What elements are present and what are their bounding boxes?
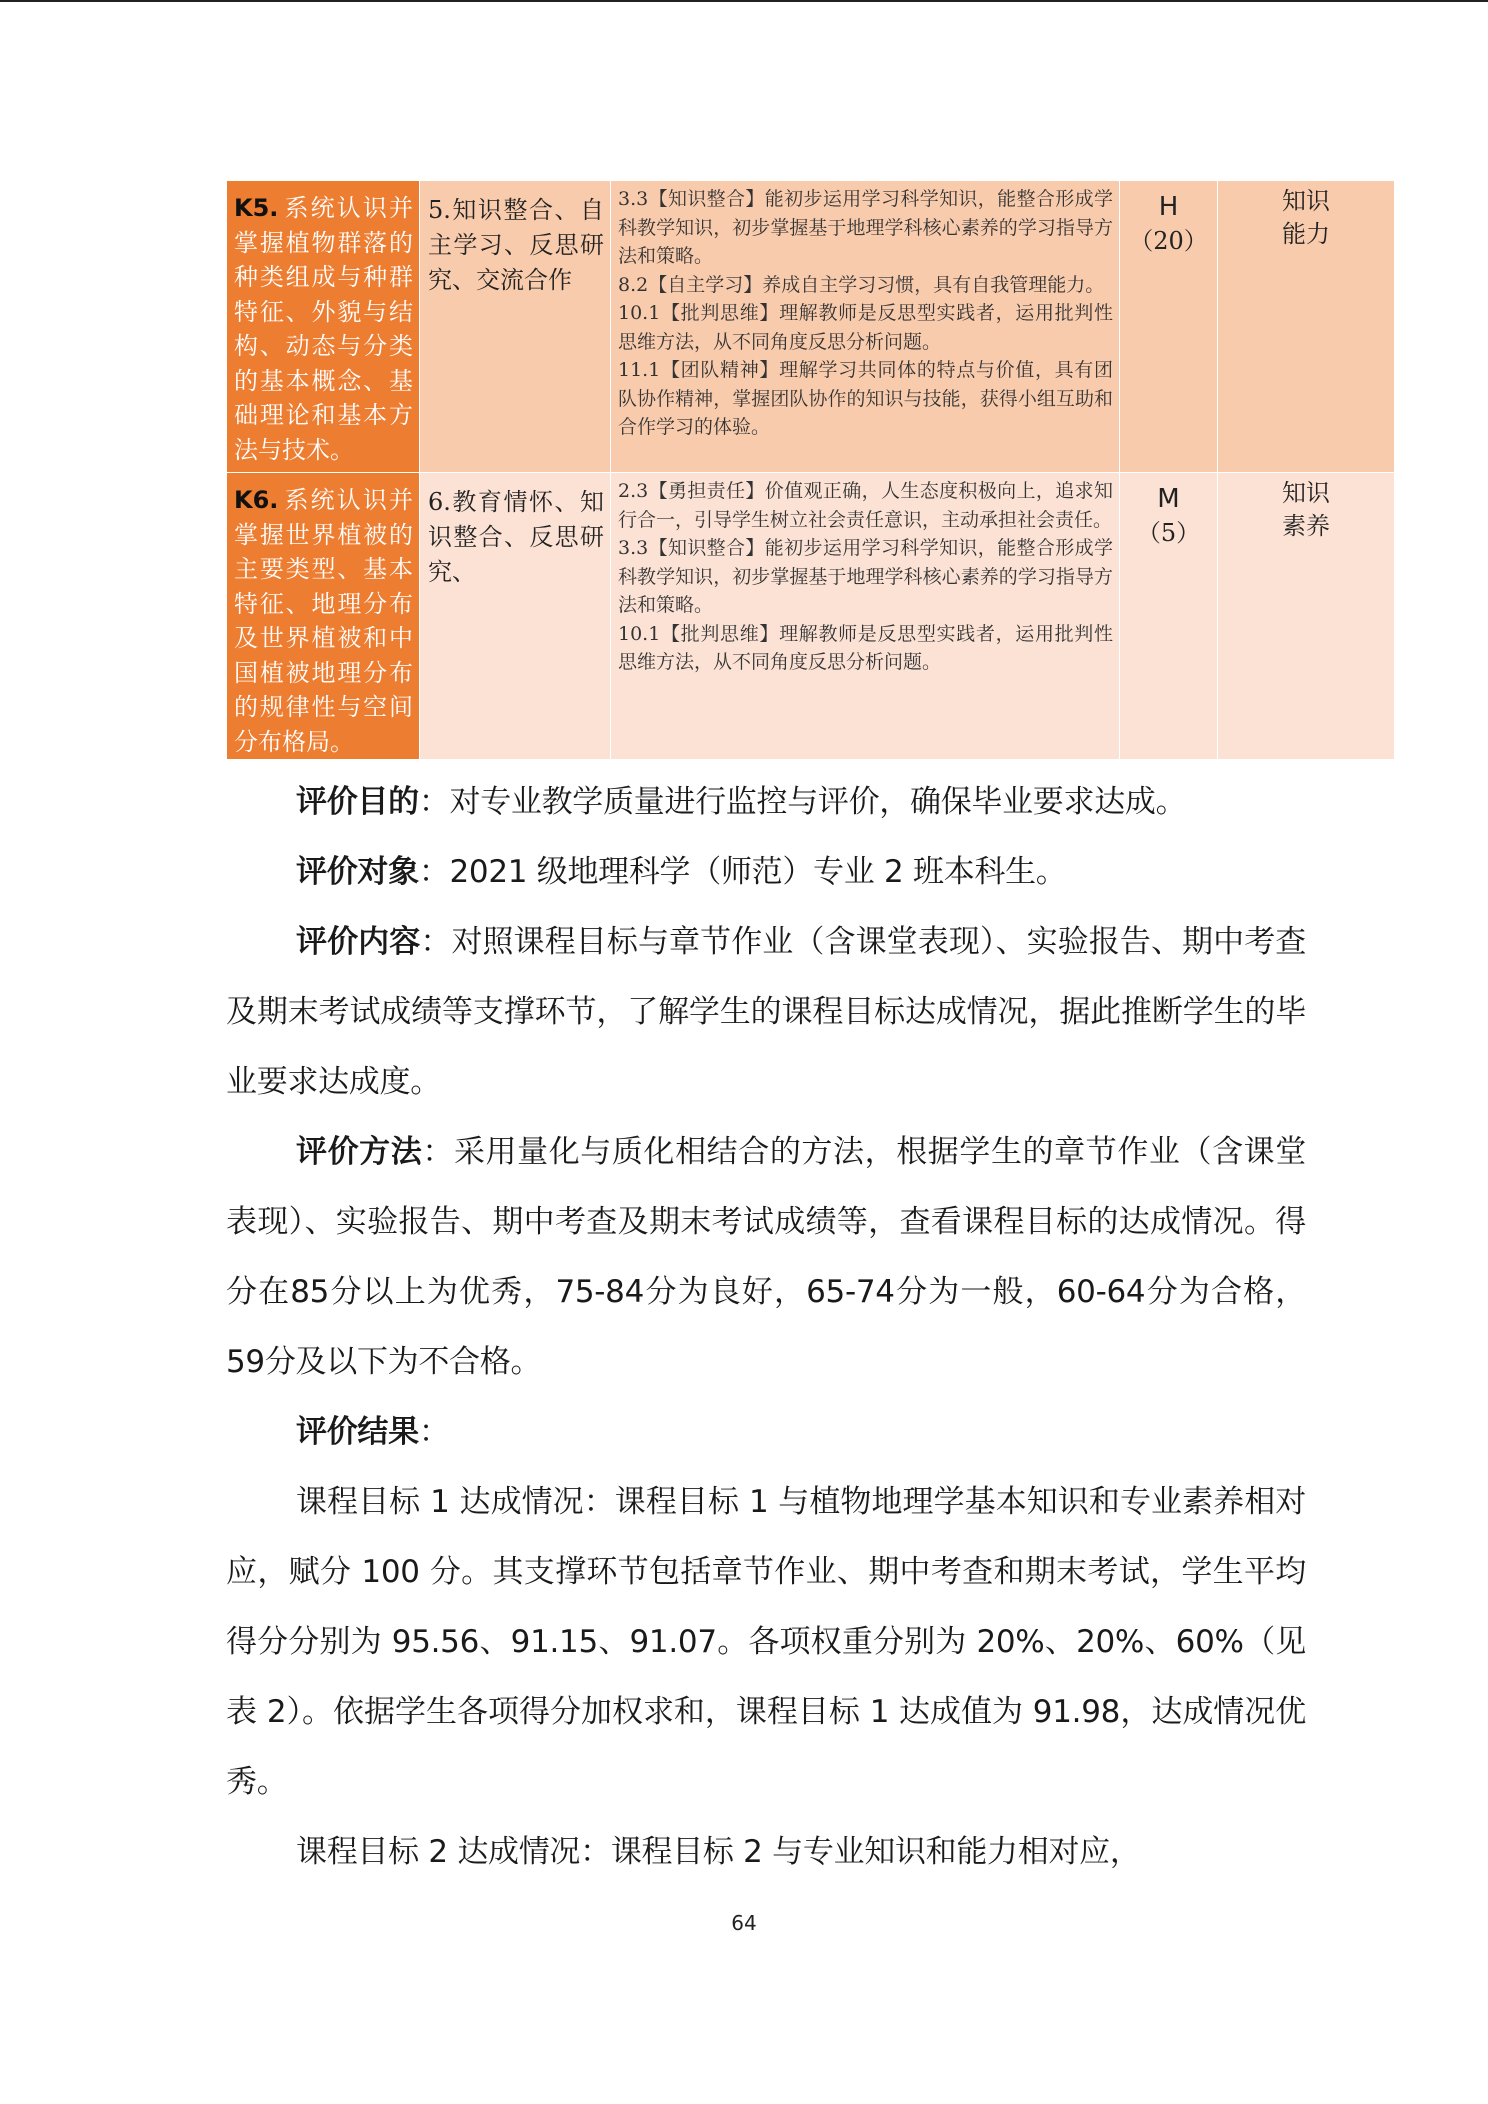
requirement-cell xyxy=(420,181,611,473)
goal-1-result: 课程目标 1 达成情况：课程目标 1 与植物地理学基本知识和专业素养相对应，赋分 100 分。其支撑环节包括章节作业、期中考查和期末考试，学生平均得分分别为 95.56、91.15、91.07。各项权重分别为 20%、20%、60%（见表 2）。依据学生各项得分加权求和，课程目标 1 达成值为 91.98，达成情况优秀。 xyxy=(226,1484,1306,1800)
indicator-item: 10.1【批判思维】理解教师是反思型实践者，运用批判性思维方法，从不同角度反思分析问题。 xyxy=(618,302,1113,353)
course-objectives-table xyxy=(226,180,1395,760)
indicator-item: 3.3【知识整合】能初步运用学习科学知识，能整合形成学科教学知识，初步掌握基于地理学科核心素养的学习指导方法和策略。 xyxy=(618,188,1113,267)
table-row xyxy=(227,181,1395,473)
section-label: 评价目的 xyxy=(296,784,419,820)
indicator-item: 2.3【勇担责任】价值观正确，人生态度积极向上，追求知行合一，引导学生树立社会责任意识，主动承担社会责任。 xyxy=(618,480,1113,531)
support-points: （5） xyxy=(1136,519,1201,547)
indicator-item: 8.2【自主学习】养成自主学习习惯，具有自我管理能力。 xyxy=(618,273,1105,296)
requirement-text: 5.知识整合、自主学习、反思研究、交流合作 xyxy=(428,196,604,294)
page-top-border xyxy=(0,0,1488,2)
section-label: 评价内容 xyxy=(296,924,421,960)
evaluation-content xyxy=(226,907,1306,1117)
indicator-cell xyxy=(611,181,1120,473)
section-label: 评价对象 xyxy=(296,854,419,890)
type-cell xyxy=(1218,181,1395,473)
indicator-item: 10.1【批判思维】理解教师是反思型实践者，运用批判性思维方法，从不同角度反思分析问题。 xyxy=(618,622,1113,673)
section-label: 评价方法 xyxy=(296,1134,423,1170)
section-text: ：对专业教学质量进行监控与评价，确保毕业要求达成。 xyxy=(418,784,1187,820)
goal-description: 系统认识并掌握植物群落的种类组成与种群特征、外貌与结构、动态与分类的基本概念、基础理论和基本方法与技术。 xyxy=(234,194,413,464)
type-line: 知识 xyxy=(1282,187,1330,215)
evaluation-purpose xyxy=(226,767,1306,837)
support-level: M xyxy=(1157,484,1180,514)
indicator-item: 11.1【团队精神】理解学习共同体的特点与价值，具有团队协作精神，掌握团队协作的知识与技能，获得小组互助和合作学习的体验。 xyxy=(618,359,1113,438)
support-level: H xyxy=(1158,192,1179,222)
requirement-text: 6.教育情怀、知识整合、反思研究、 xyxy=(428,488,604,586)
type-line: 素养 xyxy=(1282,512,1330,540)
goal-cell xyxy=(227,181,420,473)
section-text: ：2021 级地理科学（师范）专业 2 班本科生。 xyxy=(418,854,1067,890)
type-cell xyxy=(1218,473,1395,760)
goal-code: K6. xyxy=(234,486,279,514)
weight-cell xyxy=(1120,181,1218,473)
indicator-cell xyxy=(611,473,1120,760)
evaluation-object xyxy=(226,837,1306,907)
section-text: ：对照课程目标与章节作业（含课堂表现）、实验报告、期中考查及期末考试成绩等支撑环节，了解学生的课程目标达成情况，据此推断学生的毕业要求达成度。 xyxy=(226,924,1306,1100)
type-line: 知识 xyxy=(1282,479,1330,507)
weight-cell xyxy=(1120,473,1218,760)
table-row xyxy=(227,473,1395,760)
goal-code: K5. xyxy=(234,194,279,222)
goal-cell xyxy=(227,473,420,760)
support-points: （20） xyxy=(1129,227,1208,255)
goal-2-result: 课程目标 2 达成情况：课程目标 2 与专业知识和能力相对应， xyxy=(296,1834,1141,1870)
section-text: ： xyxy=(418,1414,450,1450)
goal-description: 系统认识并掌握世界植被的主要类型、基本特征、地理分布及世界植被和中国植被地理分布的规律性与空间分布格局。 xyxy=(234,486,413,756)
section-text: ：采用量化与质化相结合的方法，根据学生的章节作业（含课堂表现）、实验报告、期中考查及期末考试成绩等，查看课程目标的达成情况。得分在85分以上为优秀，75-84分为良好，65-74分为一般，60-64分为合格，59分及以下为不合格。 xyxy=(226,1134,1306,1380)
evaluation-result xyxy=(226,1397,1306,1467)
evaluation-method xyxy=(226,1117,1306,1397)
type-line: 能力 xyxy=(1282,220,1330,248)
requirement-cell xyxy=(420,473,611,760)
page-number: 64 xyxy=(731,1911,757,1935)
section-label: 评价结果 xyxy=(296,1414,419,1450)
indicator-item: 3.3【知识整合】能初步运用学习科学知识，能整合形成学科教学知识，初步掌握基于地理学科核心素养的学习指导方法和策略。 xyxy=(618,537,1113,616)
evaluation-body xyxy=(226,767,1306,1887)
